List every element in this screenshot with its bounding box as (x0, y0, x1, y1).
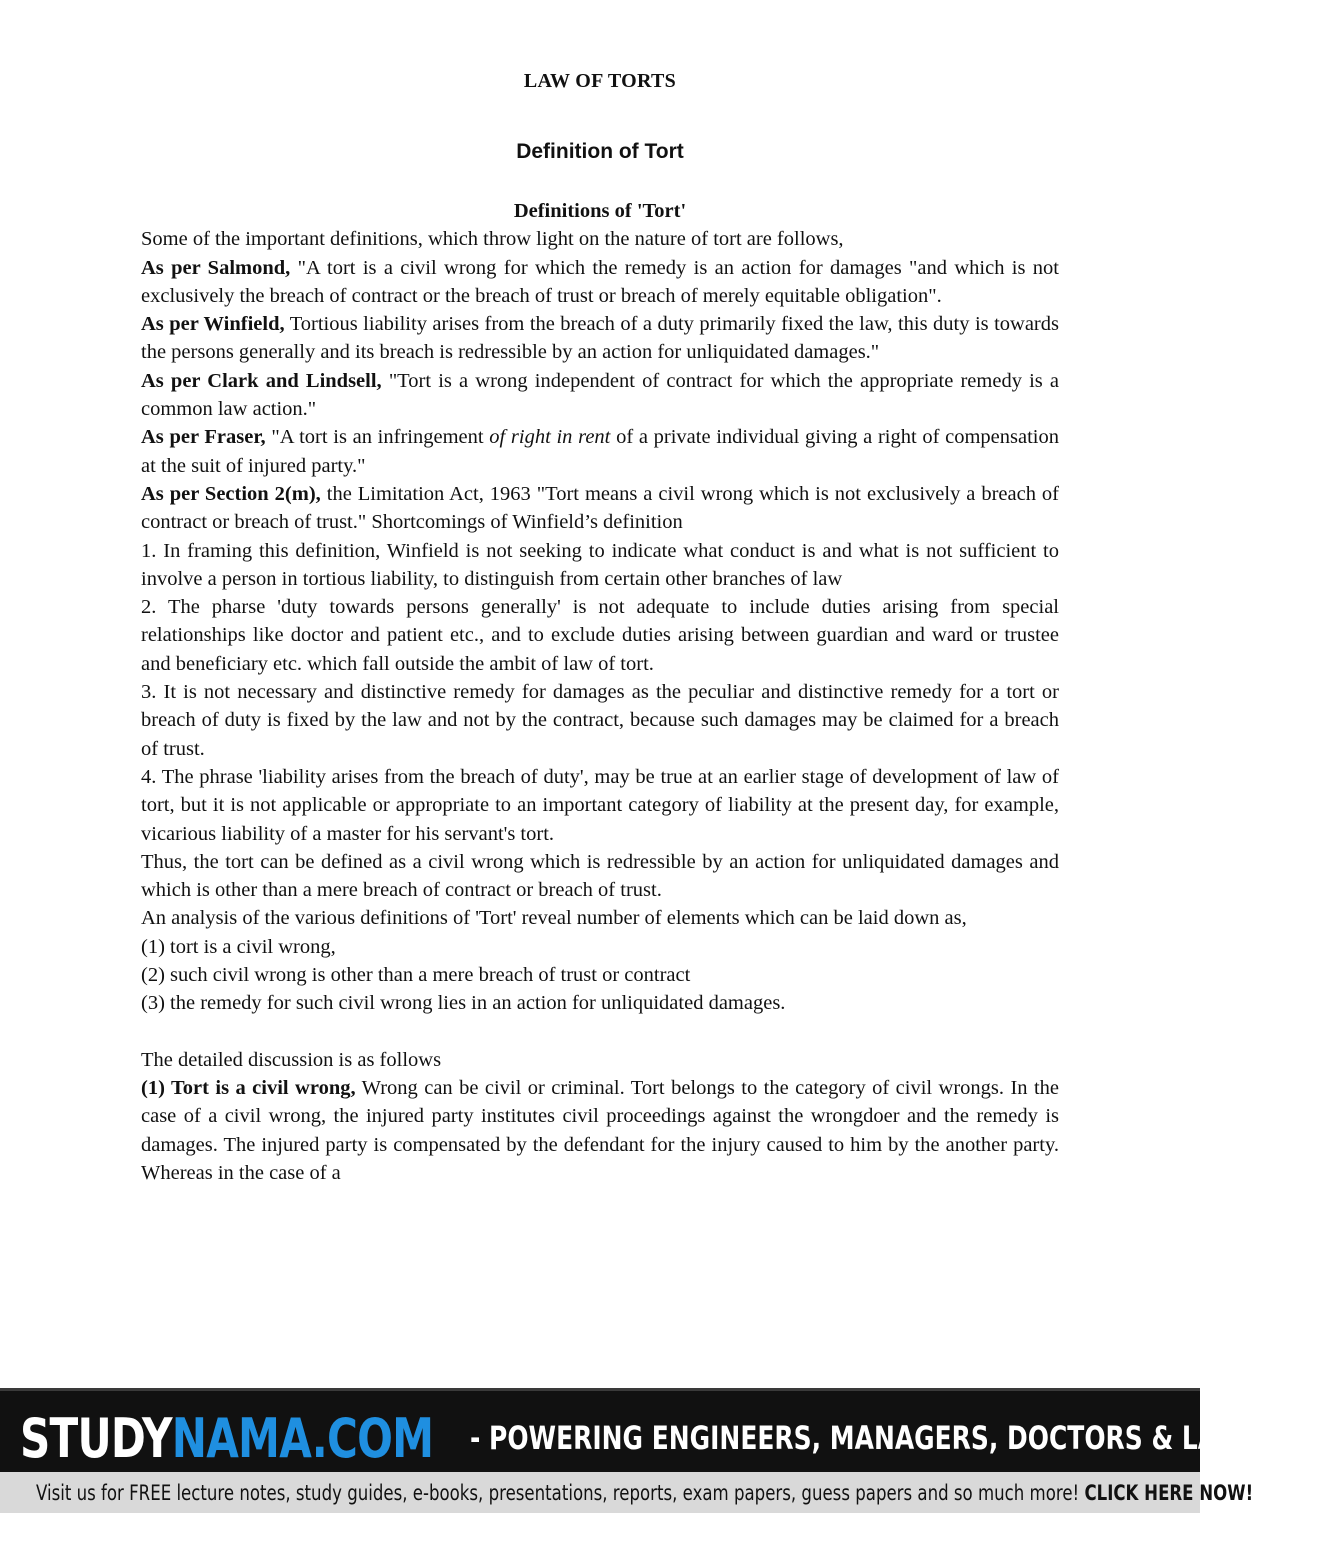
brand-part-nama: NAMA.COM (171, 1407, 434, 1470)
thus-paragraph: Thus, the tort can be defined as a civil wrong which is redressible by an action for unliquidated damages and which is other than a mere breach of contract or breach of trust. (141, 850, 1059, 902)
click-here-link[interactable]: CLICK HERE NOW! (1084, 1481, 1254, 1505)
civil-wrong-label: (1) Tort is a civil wrong, (141, 1076, 356, 1099)
footer-strip[interactable] (0, 1472, 1254, 1513)
fraser-text-2: of a private individual giving a right of compensation at the suit of injured party." (141, 426, 1059, 477)
salmond-text: "A tort is a civil wrong for which the remedy is an action for damages "and which is not exclusively the breach of contract or the breach of trust or breach of merely equitable obligation". (141, 256, 1059, 307)
winfield-label: As per Winfield, (141, 313, 285, 336)
document-body (141, 197, 1059, 1187)
fraser-text-1: "A tort is an infringement (265, 426, 490, 449)
clark-lindsell-definition (141, 367, 1059, 424)
brand-part-study: STUDY (20, 1407, 172, 1470)
shortcoming-point-2: 2. The pharse 'duty towards persons generally' is not adequate to include duties arising from special relationships like doctor and patient etc., and to exclude duties arising between guardian and ward or trustee and beneficiary etc. which fall outside the ambit of law of tort. (141, 596, 1059, 675)
winfield-definition (141, 310, 1059, 367)
banner-tagline: - POWERING ENGINEERS, MANAGERS, DOCTORS & LAWYERS. (470, 1419, 1325, 1457)
shortcoming-point-4: 4. The phrase 'liability arises from the breach of duty', may be true at an earlier stage of development of law of tort, but it is not applicable or appropriate to an important category of liability at the present day, for example, vicarious liability of a master for his servant's tort. (141, 765, 1059, 845)
section-text: the Limitation Act, 1963 "Tort means a civil wrong which is not exclusively a breach of contract or breach of trust." Shortcomings of Winfield’s definition (141, 482, 1060, 534)
analysis-paragraph: An analysis of the various definitions of 'Tort' reveal number of elements which can be laid down as, (141, 907, 967, 930)
shortcoming-point-3: 3. It is not necessary and distinctive remedy for damages as the peculiar and distinctive remedy for a tort or breach of duty is fixed by the law and not by the contract, because such damages may be claimed for a breach of trust. (141, 681, 1059, 760)
fraser-label: As per Fraser, (141, 426, 266, 449)
document-subtitle: Definition of Tort (516, 140, 684, 163)
footer-text[interactable] (36, 1479, 1253, 1507)
civil-wrong-text: Wrong can be civil or criminal. Tort belongs to the category of civil wrongs. In the case of a civil wrong, the injured party institutes civil proceedings against the wrongdoer and the remedy is damages. The injured party is compensated by the defendant for the injury caused to him by the another party. Whereas in the case of a (141, 1076, 1060, 1184)
element-2: (2) such civil wrong is other than a mere breach of trust or contract (141, 964, 691, 987)
detailed-intro: The detailed discussion is as follows (141, 1048, 442, 1071)
clark-text: "Tort is a wrong independent of contract for which the appropriate remedy is a common law action." (141, 369, 1060, 421)
intro-paragraph: Some of the important definitions, which throw light on the nature of tort are follows, (141, 228, 844, 251)
fraser-italic-phrase: of right in rent (489, 426, 611, 449)
civil-wrong-paragraph (141, 1074, 1059, 1187)
section-label: As per Section 2(m), (141, 482, 321, 505)
salmond-definition (141, 254, 1059, 311)
section-heading: Definitions of 'Tort' (513, 200, 687, 222)
blank-line (141, 1018, 1059, 1046)
fraser-definition (141, 423, 1059, 480)
footer-message: Visit us for FREE lecture notes, study guides, e-books, presentations, reports, exam papers, guess papers and so much more! (36, 1481, 1085, 1505)
shortcoming-point-1: 1. In framing this definition, Winfield is not seeking to indicate what conduct is and what is not sufficient to involve a person in tortious liability, to distinguish from certain other branches of law (141, 539, 1059, 590)
section-2m-definition (141, 480, 1059, 537)
clark-label: As per Clark and Lindsell, (141, 369, 382, 392)
salmond-label: As per Salmond, (141, 256, 291, 279)
element-3: (3) the remedy for such civil wrong lies in an action for unliquidated damages. (141, 992, 786, 1015)
brand-logo[interactable] (20, 1399, 433, 1479)
document-title: LAW OF TORTS (523, 70, 677, 92)
element-1: (1) tort is a civil wrong, (141, 935, 336, 958)
winfield-text: Tortious liability arises from the breach of a duty primarily fixed the law, this duty is towards the persons generally and its breach is redressible by an action for unliquidated damages." (141, 313, 1059, 364)
